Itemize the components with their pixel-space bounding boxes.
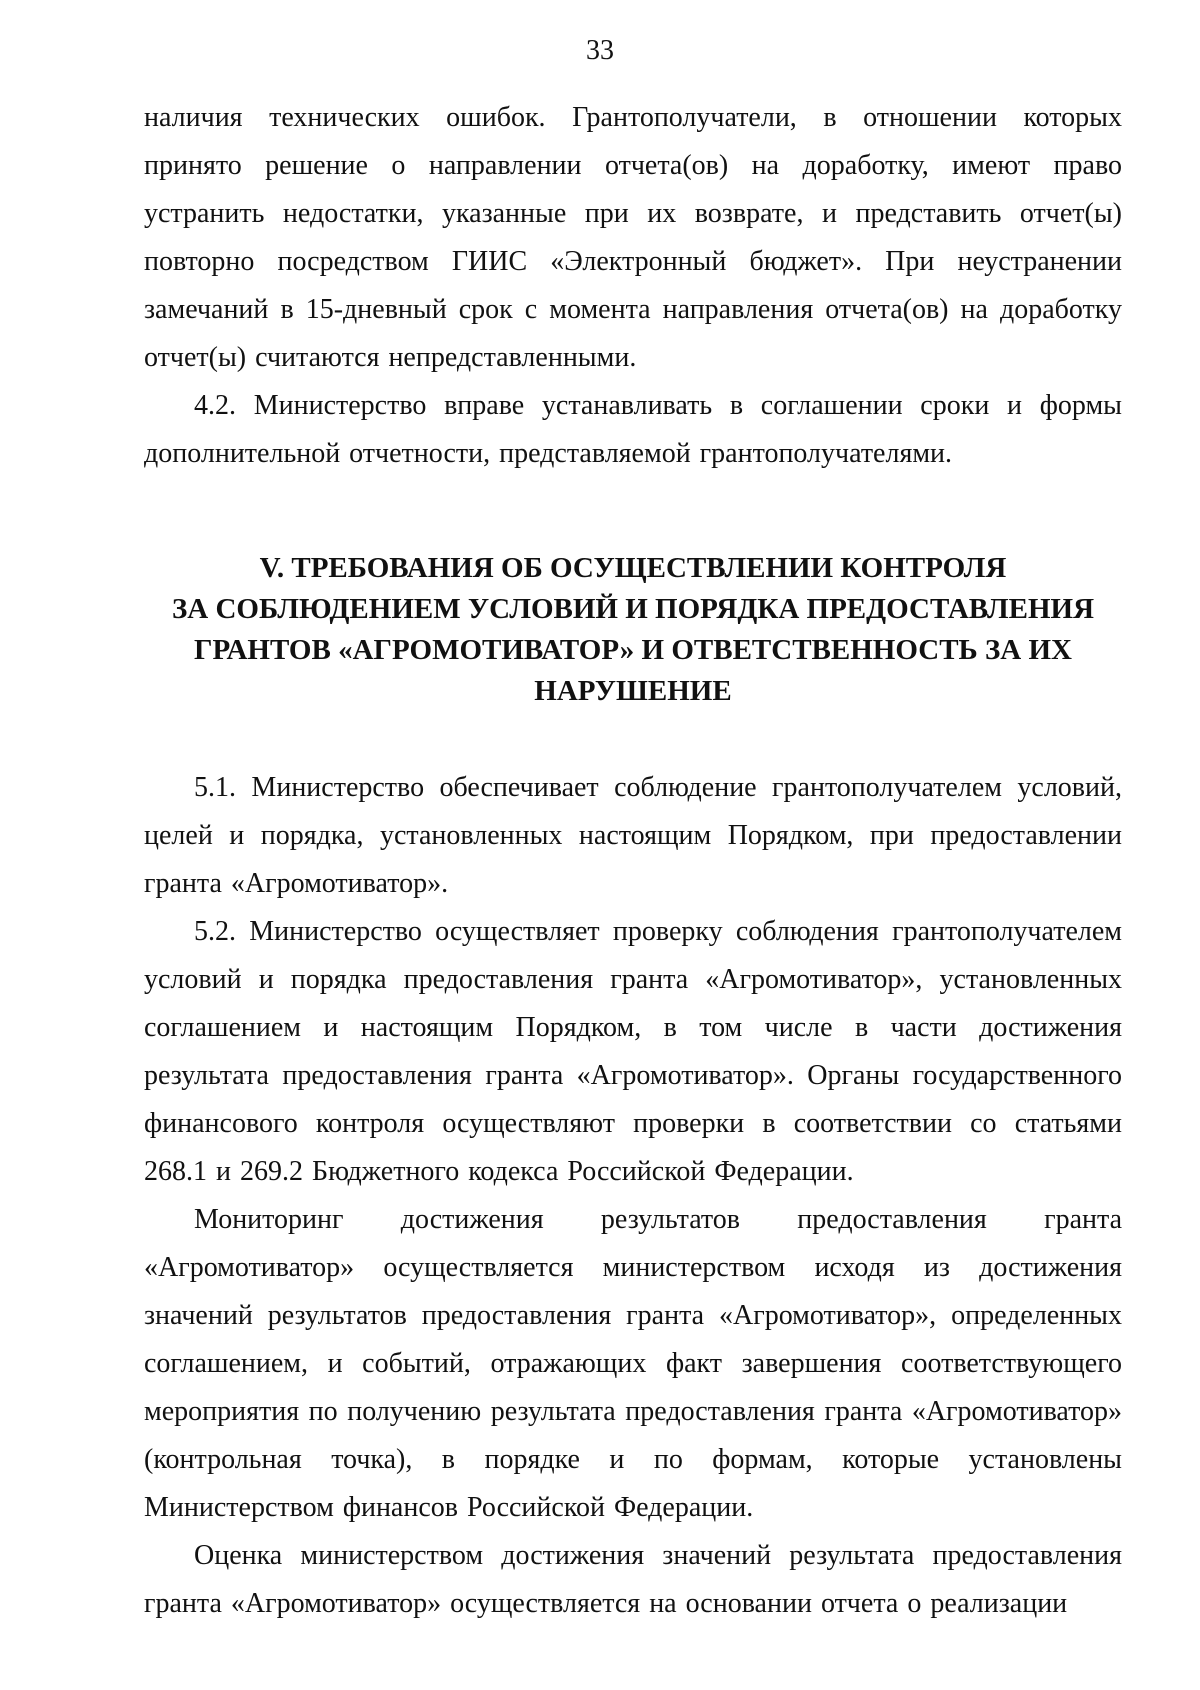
section-heading-line: ГРАНТОВ «АГРОМОТИВАТОР» И ОТВЕТСТВЕННОСТЬ ЗА ИХ [194,634,1072,666]
paragraph-assessment: Оценка министерством достижения значений результата предоставления гранта «Агромотиватор» осуществляется на основании отчета о реализации [144,1540,1122,1619]
section-heading-line: НАРУШЕНИЕ [534,675,732,707]
section-heading [144,548,1122,712]
paragraph-monitoring: Мониторинг достижения результатов предоставления гранта «Агромотиватор» осуществляется министерством исходя из достижения значений результатов предоставления гранта «Агромотиватор», определенных соглашением, и событий, отражающих факт завершения соответствующего мероприятия по получению результата предоставления гранта «Агромотиватор» (контрольная точка), в порядке и по формам, которые установлены Министерством финансов Российской Федерации. [144,1204,1122,1523]
section-heading-line: V. ТРЕБОВАНИЯ ОБ ОСУЩЕСТВЛЕНИИ КОНТРОЛЯ [259,552,1007,584]
paragraph-5-2: 5.2. Министерство осуществляет проверку соблюдения грантополучателем условий и порядка предоставления гранта «Агромотиватор», установленных соглашением и настоящим Порядком, в том числе в части достижения результата предоставления гранта «Агромотиватор». Органы государственного финансового контроля осуществляют проверки в соответствии со статьями 268.1 и 269.2 Бюджетного кодекса Российской Федерации. [144,916,1122,1187]
paragraph-4-2: 4.2. Министерство вправе устанавливать в соглашении сроки и формы дополнительной отчетности, представляемой грантополучателями. [144,390,1122,469]
section-heading-line: ЗА СОБЛЮДЕНИЕМ УСЛОВИЙ И ПОРЯДКА ПРЕДОСТАВЛЕНИЯ [171,593,1095,625]
paragraph-5-1: 5.1. Министерство обеспечивает соблюдение грантополучателем условий, целей и порядка, установленных настоящим Порядком, при предоставлении гранта «Агромотиватор». [144,772,1122,899]
page-body [144,94,1122,1628]
page-number: 33 [586,35,614,66]
paragraph-continuation: наличия технических ошибок. Грантополучатели, в отношении которых принято решение о направлении отчета(ов) на доработку, имеют право устранить недостатки, указанные при их возврате, и представить отчет(ы) повторно посредством ГИИС «Электронный бюджет». При неустранении замечаний в 15-дневный срок с момента направления отчета(ов) на доработку отчет(ы) считаются непредставленными. [144,102,1122,373]
